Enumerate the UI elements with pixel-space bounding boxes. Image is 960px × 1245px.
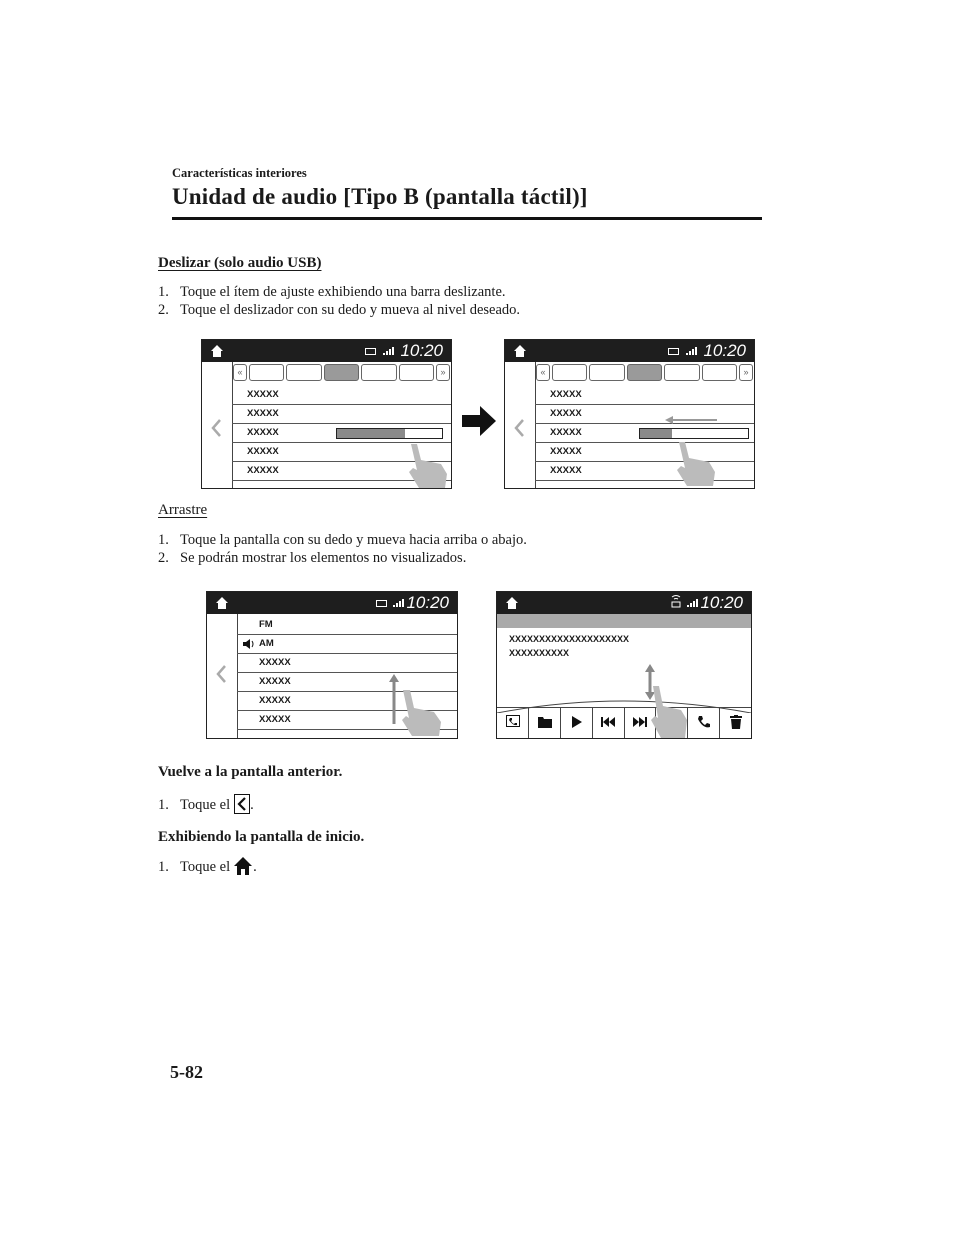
tab-selected[interactable] bbox=[627, 364, 662, 381]
step-number: 2. bbox=[158, 550, 169, 566]
back-chevron-icon[interactable] bbox=[215, 664, 227, 684]
arrow-right-icon bbox=[462, 406, 496, 436]
signal-icon bbox=[383, 347, 395, 355]
list-item[interactable]: XXXXX bbox=[232, 405, 451, 424]
clock: 10:20 bbox=[406, 593, 449, 612]
home-heading: Exhibiendo la pantalla de inicio. bbox=[158, 829, 365, 845]
play-button[interactable] bbox=[561, 708, 593, 739]
status-bar bbox=[202, 340, 451, 362]
tab[interactable] bbox=[249, 364, 284, 381]
drag-list-screen bbox=[206, 591, 458, 739]
battery-icon bbox=[365, 348, 376, 355]
list-item[interactable]: XXXXX bbox=[232, 386, 451, 405]
status-bar bbox=[497, 592, 751, 614]
battery-icon bbox=[376, 600, 387, 607]
step-text: Toque la pantalla con su dedo y mueva hacia arriba o abajo. bbox=[180, 532, 527, 548]
list-item[interactable]: XXXXX bbox=[535, 443, 754, 462]
back-column[interactable] bbox=[505, 362, 536, 488]
home-icon bbox=[210, 344, 224, 358]
step-text: Toque el bbox=[180, 859, 231, 875]
step-number: 1. bbox=[158, 532, 169, 548]
level-slider[interactable] bbox=[639, 428, 749, 439]
list-item-label: AM bbox=[259, 638, 274, 649]
list-item[interactable]: XXXXX bbox=[535, 462, 754, 481]
trash-icon bbox=[730, 715, 742, 729]
play-icon bbox=[572, 716, 582, 728]
step-number: 1. bbox=[158, 797, 169, 813]
drag-step-1 bbox=[158, 532, 527, 549]
home-icon bbox=[215, 596, 229, 610]
status-bar bbox=[505, 340, 754, 362]
list-item[interactable]: XXXXX bbox=[237, 692, 457, 711]
slider-screen-after bbox=[504, 339, 755, 489]
slide-heading: Deslizar (solo audio USB) bbox=[158, 255, 322, 271]
back-column[interactable] bbox=[202, 362, 233, 488]
slide-step-1 bbox=[158, 284, 506, 301]
finger-icon bbox=[649, 684, 689, 738]
list-item[interactable]: XXXXX bbox=[237, 673, 457, 692]
folder-icon bbox=[538, 716, 552, 728]
level-slider[interactable] bbox=[336, 428, 443, 439]
back-heading: Vuelve a la pantalla anterior. bbox=[158, 764, 343, 780]
status-bar bbox=[207, 592, 457, 614]
drag-up-arrow-icon bbox=[389, 674, 399, 724]
step-text: Toque el ítem de ajuste exhibiendo una barra deslizante. bbox=[180, 284, 506, 300]
home-icon bbox=[505, 596, 519, 610]
drag-heading: Arrastre bbox=[158, 502, 208, 518]
step-number: 1. bbox=[158, 859, 169, 875]
list-item[interactable]: XXXXX bbox=[535, 424, 754, 443]
clock: 10:20 bbox=[400, 341, 443, 360]
list-item[interactable]: XXXXX bbox=[237, 711, 457, 730]
list-item[interactable]: XXXXX bbox=[232, 462, 451, 481]
tab[interactable] bbox=[589, 364, 624, 381]
step-text: Se podrán mostrar los elementos no visualizados. bbox=[180, 550, 467, 566]
tab-next-arrow[interactable]: » bbox=[739, 364, 753, 381]
drag-media-screen bbox=[496, 591, 752, 739]
previous-button[interactable] bbox=[593, 708, 625, 739]
wifi-battery-icon bbox=[671, 594, 681, 608]
finger-icon bbox=[673, 440, 718, 488]
drag-step-2 bbox=[158, 550, 466, 567]
phone-icon bbox=[697, 715, 711, 729]
slide-step-2 bbox=[158, 302, 520, 319]
phone-message-icon bbox=[506, 715, 520, 729]
clock: 10:20 bbox=[703, 341, 746, 360]
track-artist: XXXXXXXXXX bbox=[509, 648, 570, 658]
list-item[interactable]: XXXXX bbox=[237, 654, 457, 673]
clock: 10:20 bbox=[700, 593, 743, 612]
step-text: Toque el bbox=[180, 797, 231, 813]
tab[interactable] bbox=[552, 364, 587, 381]
battery-icon bbox=[668, 348, 679, 355]
back-column[interactable] bbox=[207, 614, 238, 738]
tab-bar bbox=[232, 364, 451, 381]
finger-icon bbox=[399, 688, 444, 738]
drag-left-arrow-icon bbox=[665, 416, 717, 424]
tab-prev-arrow[interactable]: « bbox=[536, 364, 550, 381]
tab[interactable] bbox=[664, 364, 699, 381]
page-title: Unidad de audio [Tipo B (pantalla táctil)] bbox=[172, 184, 588, 209]
slider-screen-before bbox=[201, 339, 452, 489]
control-bar bbox=[497, 707, 751, 739]
home-icon bbox=[233, 856, 253, 876]
slider-fill bbox=[337, 429, 405, 438]
speaker-icon bbox=[243, 639, 255, 649]
page-number: 5-82 bbox=[170, 1062, 203, 1082]
skip-forward-icon bbox=[633, 717, 647, 727]
tab-selected[interactable] bbox=[324, 364, 359, 381]
signal-icon bbox=[686, 347, 698, 355]
step-number: 1. bbox=[158, 284, 169, 300]
tab[interactable] bbox=[399, 364, 434, 381]
delete-button[interactable] bbox=[720, 708, 751, 739]
call-button[interactable] bbox=[688, 708, 720, 739]
track-title: XXXXXXXXXXXXXXXXXXXX bbox=[509, 634, 630, 644]
folder-button[interactable] bbox=[529, 708, 561, 739]
step-text: Toque el deslizador con su dedo y mueva al nivel deseado. bbox=[180, 302, 521, 318]
finger-icon bbox=[405, 442, 450, 489]
tab[interactable] bbox=[286, 364, 321, 381]
section-label: Características interiores bbox=[172, 166, 307, 180]
list-item[interactable]: XXXXX bbox=[232, 424, 451, 443]
back-chevron-icon bbox=[234, 794, 250, 814]
step-number: 2. bbox=[158, 302, 169, 318]
step-end: . bbox=[253, 859, 257, 875]
back-chevron-icon[interactable] bbox=[210, 418, 222, 438]
back-step-1 bbox=[158, 794, 254, 814]
list-item[interactable]: XXXXX bbox=[535, 386, 754, 405]
tab[interactable] bbox=[702, 364, 737, 381]
list-item[interactable]: XXXXX bbox=[535, 405, 754, 424]
list-item[interactable]: XXXXX bbox=[232, 443, 451, 462]
tab-bar bbox=[535, 364, 754, 381]
tab-next-arrow[interactable]: » bbox=[436, 364, 450, 381]
list-item[interactable]: FM bbox=[237, 616, 457, 635]
tab-prev-arrow[interactable]: « bbox=[233, 364, 247, 381]
title-strip bbox=[497, 614, 751, 628]
signal-icon bbox=[687, 599, 699, 607]
back-chevron-icon[interactable] bbox=[513, 418, 525, 438]
slider-fill bbox=[640, 429, 672, 438]
signal-icon bbox=[393, 599, 405, 607]
step-end: . bbox=[250, 797, 254, 813]
home-step-1 bbox=[158, 856, 257, 876]
skip-back-icon bbox=[601, 717, 615, 727]
title-rule bbox=[172, 217, 762, 220]
call-message-button[interactable] bbox=[497, 708, 529, 739]
tab[interactable] bbox=[361, 364, 396, 381]
list-item[interactable] bbox=[237, 635, 457, 654]
home-icon bbox=[513, 344, 527, 358]
